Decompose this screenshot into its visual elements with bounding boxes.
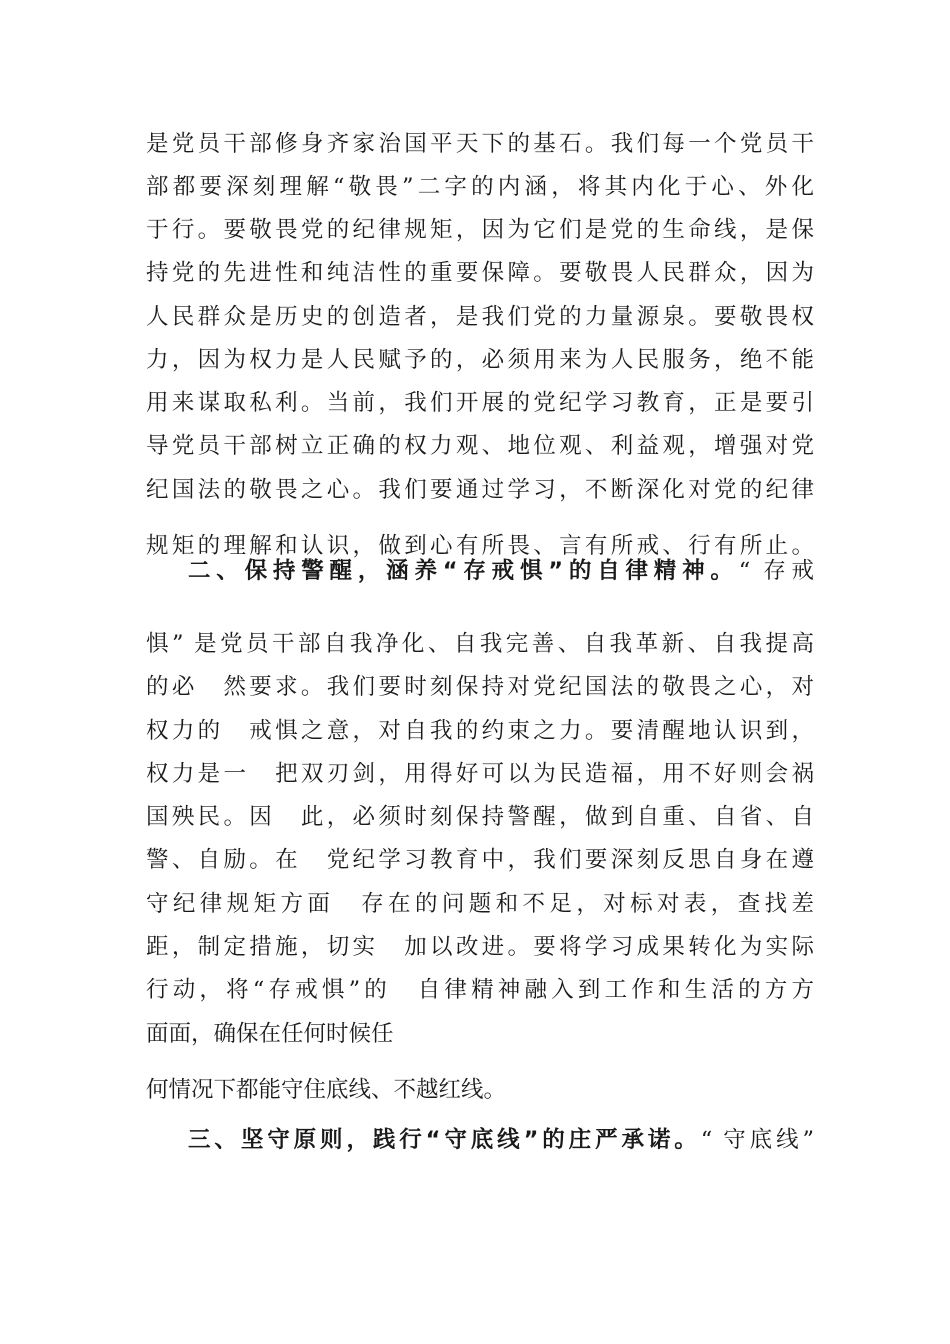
text-line: 行动，将“存戒惧”的 自律精神融入到工作和生活的方方 [146, 977, 814, 1003]
text-line: 用来谋取私利。当前，我们开展的党纪学习教育，正是要引 [146, 390, 814, 416]
text-line: 导党员干部树立正确的权力观、地位观、利益观，增强对党 [146, 433, 814, 459]
section-heading: 二、保持警醒，涵养“存戒惧”的自律精神。 [188, 558, 739, 584]
text-line: 人民群众是历史的创造者，是我们党的力量源泉。要敬畏权 [146, 304, 814, 330]
text-line: 纪国法的敬畏之心。我们要通过学习，不断深化对党的纪律 [146, 477, 814, 503]
section-heading-line [188, 556, 814, 586]
text-line: 权力是一 把双刃剑，用得好可以为民造福，用不好则会祸 [146, 761, 814, 787]
text-line: 守纪律规矩方面 存在的问题和不足，对标对表，查找差 [146, 891, 814, 917]
text-line: 面面，确保在任何时候任 [146, 1021, 394, 1047]
text-line: 于行。要敬畏党的纪律规矩，因为它们是党的生命线，是保 [146, 217, 814, 243]
text-line: 国殃民。因 此，必须时刻保持警醒，做到自重、自省、自 [146, 804, 814, 830]
text-line: 部都要深刻理解“敬畏”二字的内涵，将其内化于心、外化 [146, 174, 814, 200]
text-line: 惧” 是党员干部自我净化、自我完善、自我革新、自我提高 [146, 631, 814, 657]
section-heading: 三、坚守原则，践行“守底线”的庄严承诺。 [188, 1127, 701, 1153]
text-line: 距，制定措施，切实 加以改进。要将学习成果转化为实际 [146, 934, 814, 960]
section-text: “ 守底线” [700, 1127, 814, 1153]
text-line: 的必 然要求。我们要时刻保持对党纪国法的敬畏之心，对 [146, 674, 814, 700]
section-heading-line [188, 1125, 814, 1155]
text-line: 何情况下都能守住底线、不越红线。 [146, 1077, 507, 1103]
text-line: 力，因为权力是人民赋予的，必须用来为人民服务，绝不能 [146, 347, 814, 373]
text-line: 权力的 戒惧之意，对自我的约束之力。要清醒地认识到， [146, 718, 814, 744]
text-line: 是党员干部修身齐家治国平天下的基石。我们每一个党员干 [146, 131, 814, 157]
section-text: “ 存戒 [738, 558, 814, 584]
text-line: 持党的先进性和纯洁性的重要保障。要敬畏人民群众，因为 [146, 260, 814, 286]
text-line: 规矩的理解和认识，做到心有所畏、言有所戒、行有所止。 [146, 533, 814, 559]
text-line: 警、自励。在 党纪学习教育中，我们要深刻反思自身在遵 [146, 847, 814, 873]
